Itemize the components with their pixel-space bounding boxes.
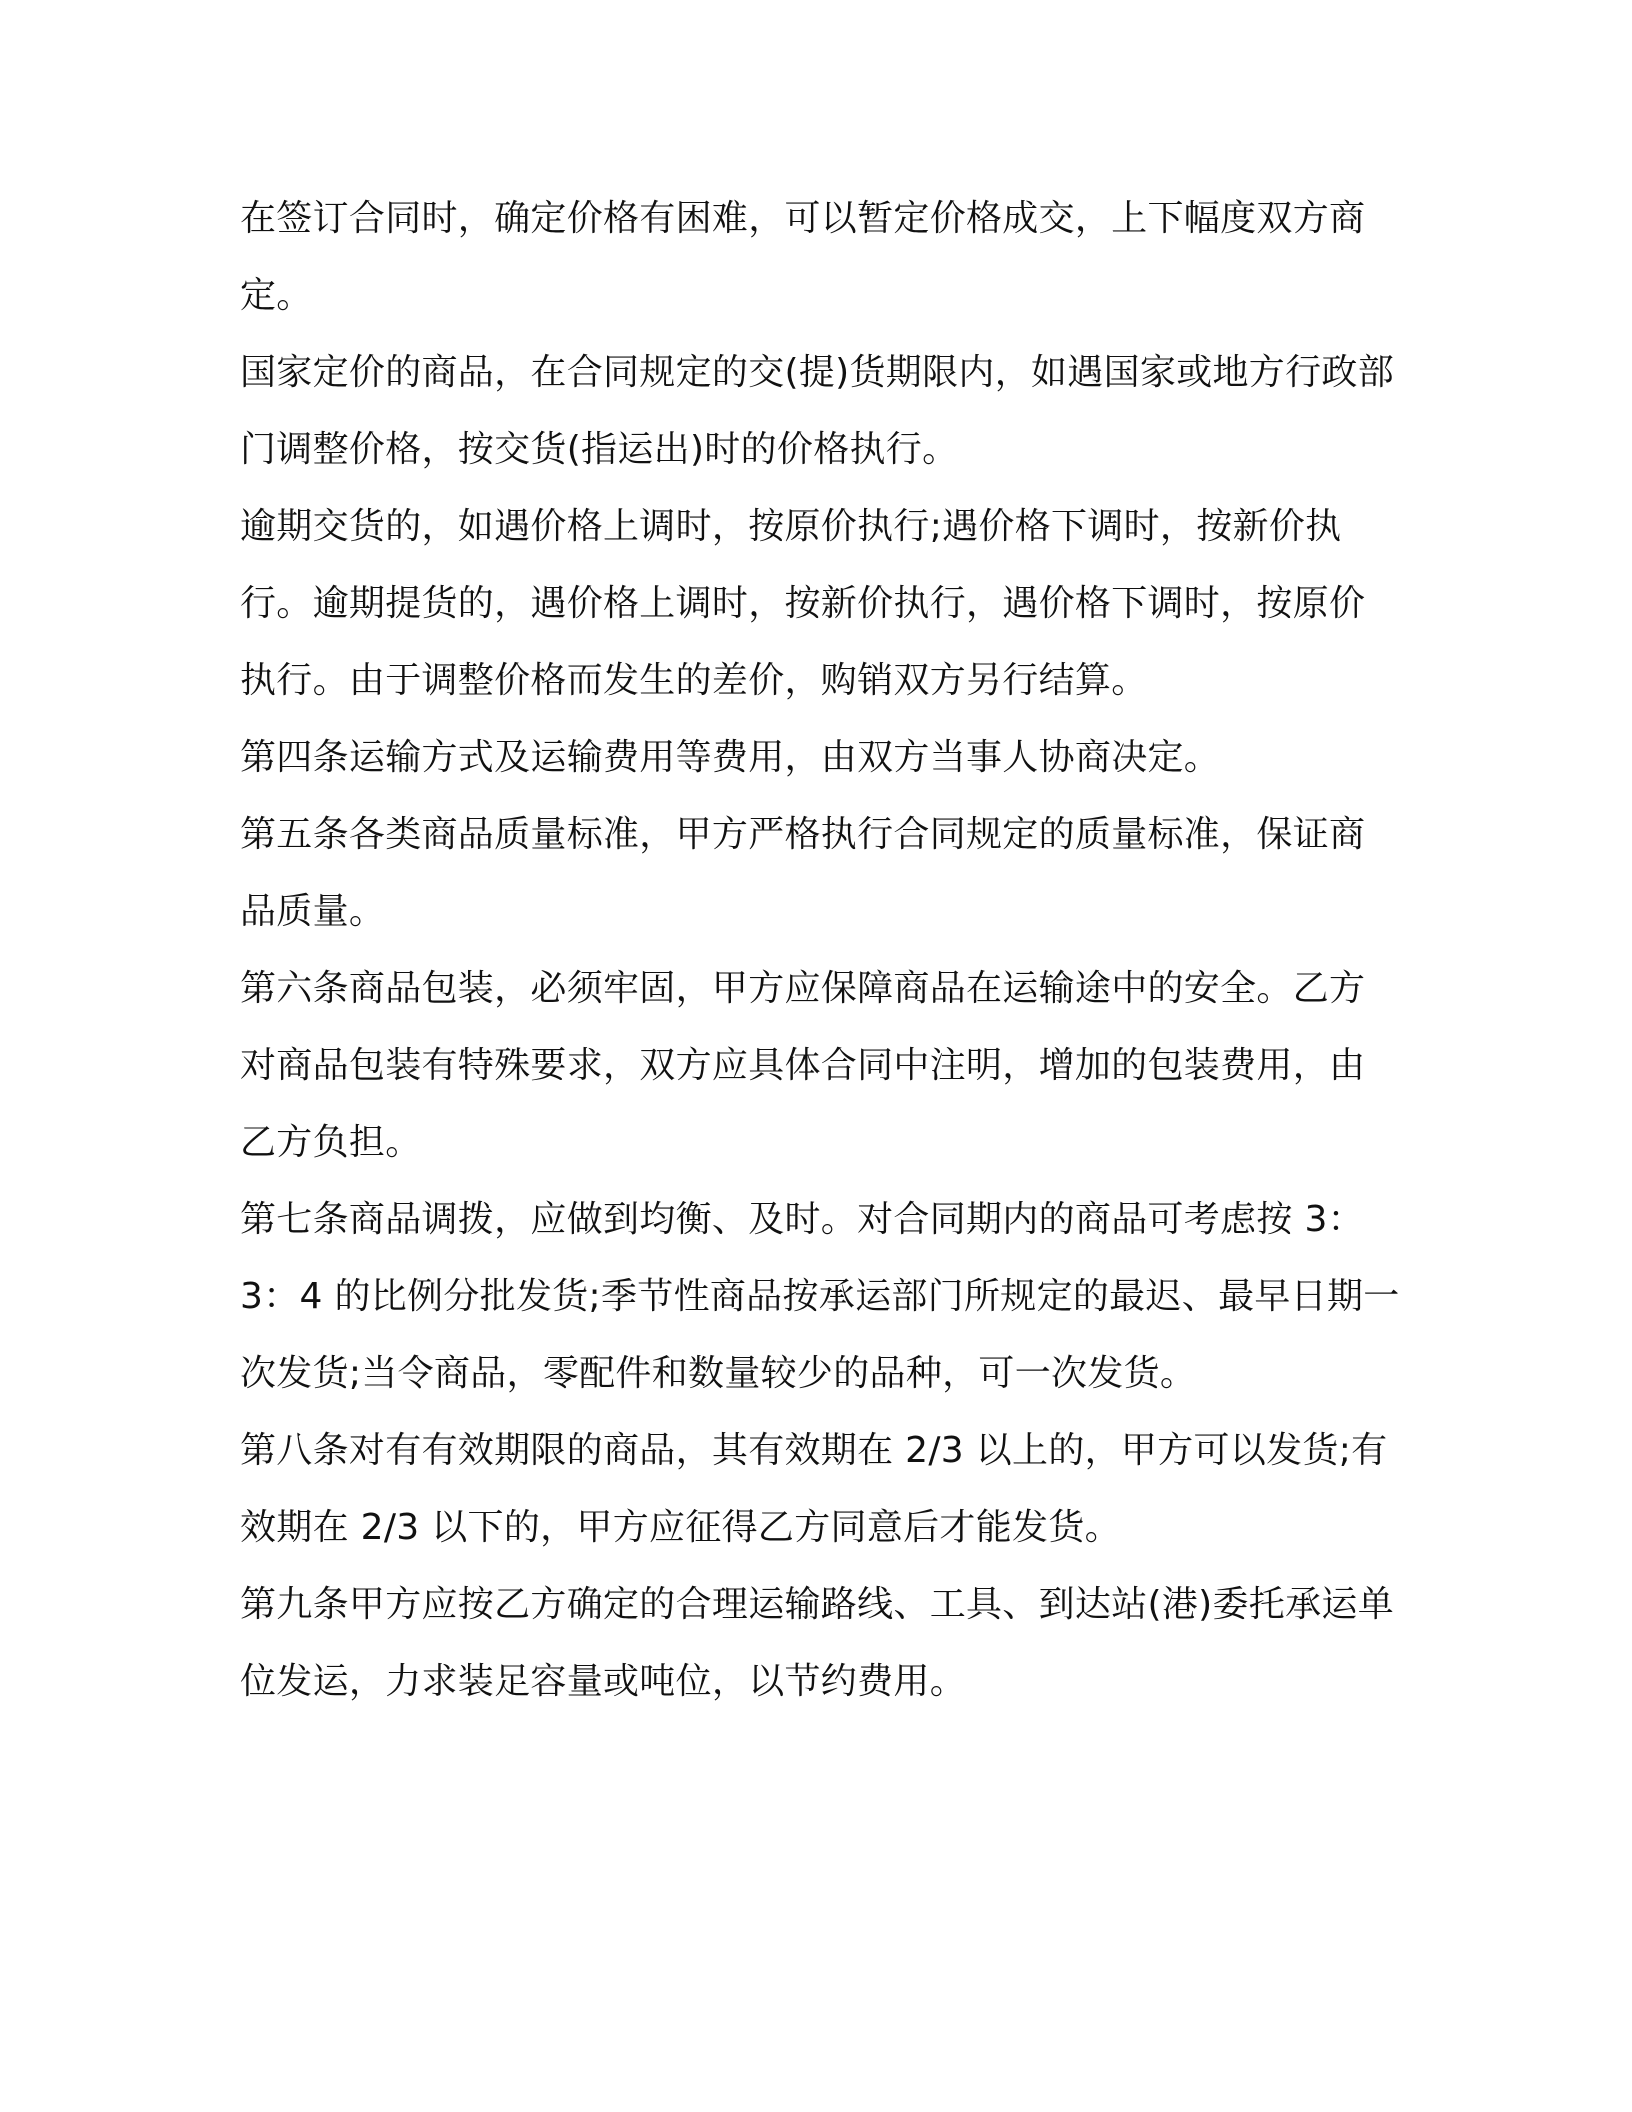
paragraph-article-9: 第九条甲方应按乙方确定的合理运输路线、工具、到达站(港)委托承运单位发运，力求装足容量或吨位，以节约费用。 (240, 1584, 1394, 1702)
paragraph-article-4: 第四条运输方式及运输费用等费用，由双方当事人协商决定。 (240, 737, 1221, 778)
paragraph-state-pricing: 国家定价的商品，在合同规定的交(提)货期限内，如遇国家或地方行政部门调整价格，按交货(指运出)时的价格执行。 (240, 352, 1394, 470)
document-body (240, 180, 1400, 1720)
paragraph-article-8: 第八条对有有效期限的商品，其有效期在 2/3 以上的，甲方可以发货;有效期在 2/3 以下的，甲方应征得乙方同意后才能发货。 (240, 1430, 1388, 1548)
paragraph-price-tentative: 在签订合同时，确定价格有困难，可以暂定价格成交，上下幅度双方商定。 (240, 198, 1366, 316)
paragraph-article-7: 第七条商品调拨，应做到均衡、及时。对合同期内的商品可考虑按 3：3：4 的比例分批发货;季节性商品按承运部门所规定的最迟、最早日期一次发货;当令商品，零配件和数量较少的品种，可一次发货。 (240, 1199, 1400, 1394)
paragraph-article-6: 第六条商品包装，必须牢固，甲方应保障商品在运输途中的安全。乙方对商品包装有特殊要求，双方应具体合同中注明，增加的包装费用，由乙方负担。 (240, 968, 1366, 1163)
paragraph-article-5: 第五条各类商品质量标准，甲方严格执行合同规定的质量标准，保证商品质量。 (240, 814, 1366, 932)
paragraph-overdue-delivery: 逾期交货的，如遇价格上调时，按原价执行;遇价格下调时，按新价执行。逾期提货的，遇价格上调时，按新价执行，遇价格下调时，按原价执行。由于调整价格而发生的差价，购销双方另行结算。 (240, 506, 1366, 701)
